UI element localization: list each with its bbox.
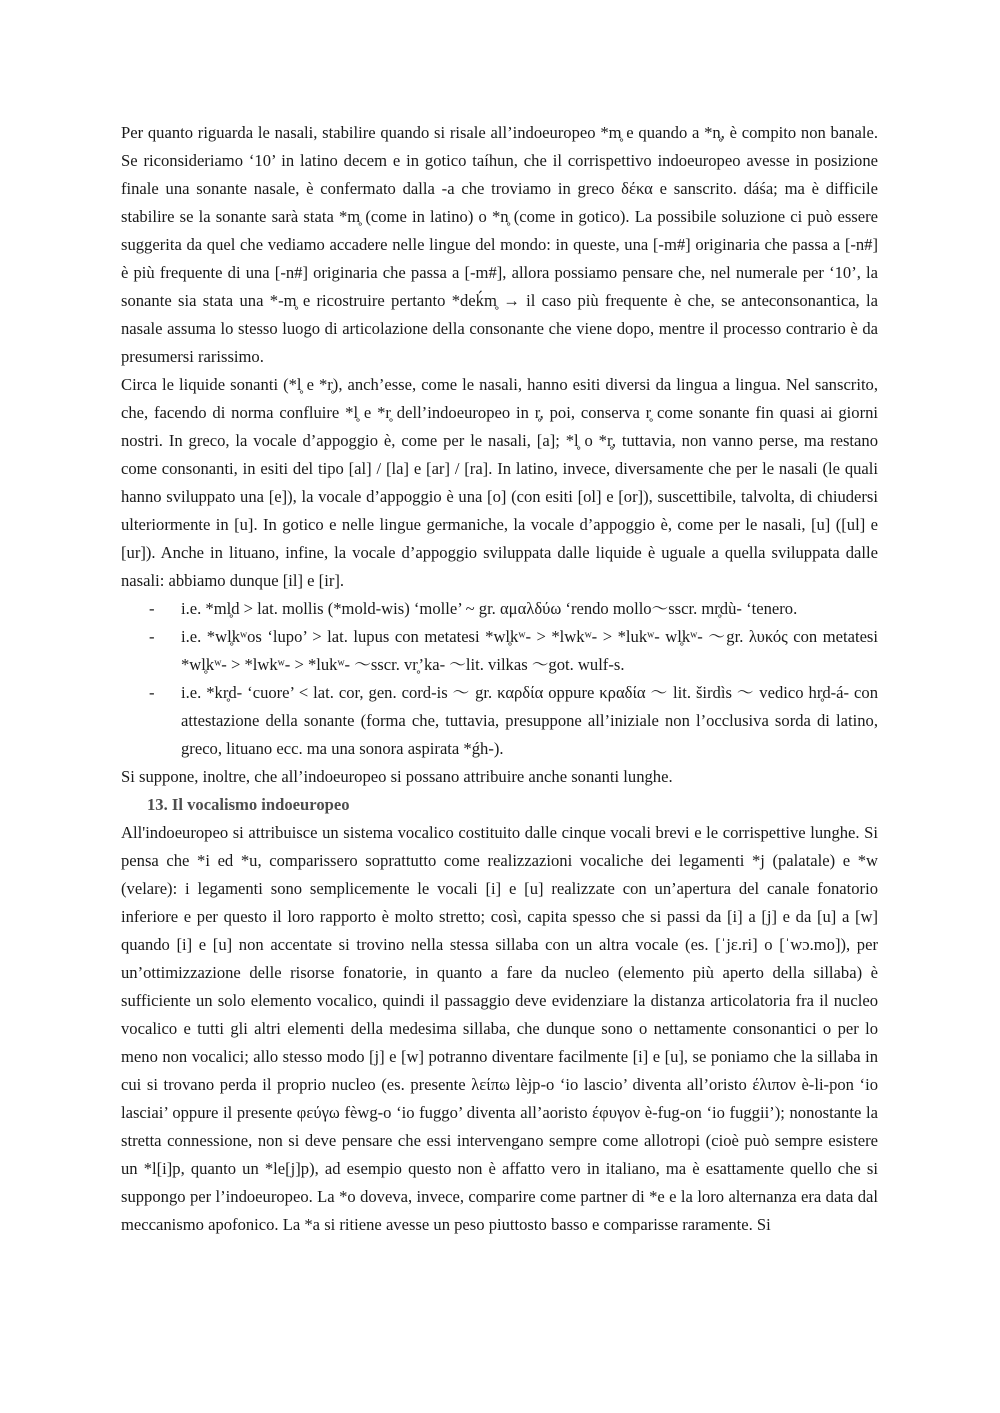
list-dash: - — [149, 599, 155, 618]
paragraph-sonanti-lunghe: Si suppone, inoltre, che all’indoeuropeo si possano attribuire anche sonanti lunghe. — [121, 767, 673, 786]
list-item — [121, 623, 878, 679]
list-item — [121, 595, 878, 623]
paragraph-nasali: Per quanto riguarda le nasali, stabilire quando si risale all’indoeuropeo *m̥ e quando a *n̥, è compito non banale. Se riconsideriamo ‘10’ in latino decem e in gotico taíhun, che il corrispettivo indoeuropeo avesse in posizione finale una sonante nasale, è confermato dalla -a che troviamo in greco δέκα e sanscrito. dáśa; ma è difficile stabilire se la sonante sarà stata *m̥ (come in latino) o *n̥ (come in gotico). La possibile soluzione ci può essere suggerita da quel che vediamo accadere nelle lingue del mondo: in queste, una [-m#] originaria che passa a [-n#] è più frequente di una [-n#] originaria che passa a [-m#], allora possiamo pensare che, nel numerale per ‘10’, la sonante sia stata una *-m̥ e ricostruire pertanto *deḱm̥ → il caso più frequente è che, se anteconsonantica, la nasale assuma lo stesso luogo di articolazione della consonante che viene dopo, mentre il processo contrario è da presumersi rarissimo. — [121, 123, 878, 366]
list-item-text: i.e. *ml̥d > lat. mollis (*mold-wis) ‘molle’ ~ gr. αμαλδύω ‘rendo mollo～sscr. mr̥dù- ‘tenero. — [181, 599, 798, 618]
paragraph-liquide: Circa le liquide sonanti (*l̥ e *r̥), anch’esse, come le nasali, hanno esiti diversi da lingua a lingua. Nel sanscrito, che, facendo di norma confluire *l̥ e *r̥ dell’indoeuropeo in r̥, poi, conserva r̥ come sonante fin quasi ai giorni nostri. In greco, la vocale d’appoggio è, come per le nasali, [a]; *l̥ o *r̥, tuttavia, non vanno perse, ma restano come consonanti, in esiti del tipo [al] / [la] e [ar] / [ra]. In latino, invece, diversamente che per le nasali (le quali hanno sviluppato una [e]), la vocale d’appoggio è una [o] (con esiti [ol] e [or]), suscettibile, talvolta, di chiudersi ulteriormente in [u]. In gotico e nelle lingue germaniche, la vocale d’appoggio è, come per le nasali, [u] ([ul] e [ur]). Anche in lituano, infine, la vocale d’appoggio sviluppata dalle liquide è uguale a quella sviluppata dalle nasali: abbiamo dunque [il] e [ir]. — [121, 375, 878, 590]
examples-list — [121, 595, 878, 763]
list-item — [121, 679, 878, 763]
list-item-text: i.e. *kr̥d- ‘cuore’ < lat. cor, gen. cord-is ～ gr. καρδία oppure κραδία ～ lit. širdìs ～ vedico hr̥d-á- con attestazione della sonante (forma che, tuttavia, presuppone all’iniziale non l’occlusiva sorda di latino, greco, lituano ecc. ma una sonora aspirata *ǵh-). — [181, 683, 878, 758]
list-dash: - — [149, 627, 155, 646]
section-heading: 13. Il vocalismo indoeuropeo — [147, 795, 350, 814]
document-body — [121, 119, 878, 1239]
list-item-text: i.e. *wl̥kʷos ‘lupo’ > lat. lupus con metatesi *wl̥kʷ- > *lwkʷ- > *lukʷ- wl̥kʷ- ～gr. λυκός con metatesi *wl̥kʷ- > *lwkʷ- > *lukʷ- ～sscr. vr̥’ka- ～lit. vilkas ～got. wulf-s. — [181, 627, 878, 674]
paragraph-vocalismo: All'indoeuropeo si attribuisce un sistema vocalico costituito dalle cinque vocali brevi e le corrispettive lunghe. Si pensa che *i ed *u, comparissero soprattutto come realizzazioni vocaliche dei legamenti *j (palatale) e *w (velare): i legamenti sono semplicemente le vocali [i] e [u] realizzate con un’apertura del canale fonatorio inferiore e per questo il loro rapporto è molto stretto; così, capita spesso che si passi da [i] a [j] e da [u] a [w] quando [i] e [u] non accentate si trovino nella stessa sillaba con un altra vocale (es. [ˈjɛ.ri] o [ˈwɔ.mo]), per un’ottimizzazione delle risorse fonatorie, in quanto a fare da nucleo (elemento più aperto della sillaba) è sufficiente un solo elemento vocalico, quindi il passaggio deve evidenziare la distanza articolatoria fra il nucleo vocalico e tutti gli altri elementi della medesima sillaba, che dunque sono o nettamente consonantici o per lo meno non vocalici; allo stesso modo [j] e [w] potranno diventare facilmente [i] e [u], se poniamo che la sillaba in cui si trovano perda il proprio nucleo (es. presente λείπω lèjp-o ‘io lascio’ diventa all’oristo έλιπον è-li-pon ‘io lasciai’ oppure il presente φεύγω fèwg-o ‘io fuggo’ diventa all’aoristo έφυγον è-fug-on ‘io fuggii’); nonostante la stretta connessione, non si deve pensare che essi intervengano sempre come allotropi (cioè può sempre esistere un *l[i]p, quanto un *le[j]p), ad esempio questo non è affatto vero in italiano, ma è esattamente quello che si suppongo per l’indoeuropeo. La *o doveva, invece, comparire come partner di *e e la loro alternanza era data dal meccanismo apofonico. La *a si ritiene avesse un peso piuttosto basso e comparisse raramente. Si — [121, 823, 878, 1234]
list-dash: - — [149, 683, 155, 702]
